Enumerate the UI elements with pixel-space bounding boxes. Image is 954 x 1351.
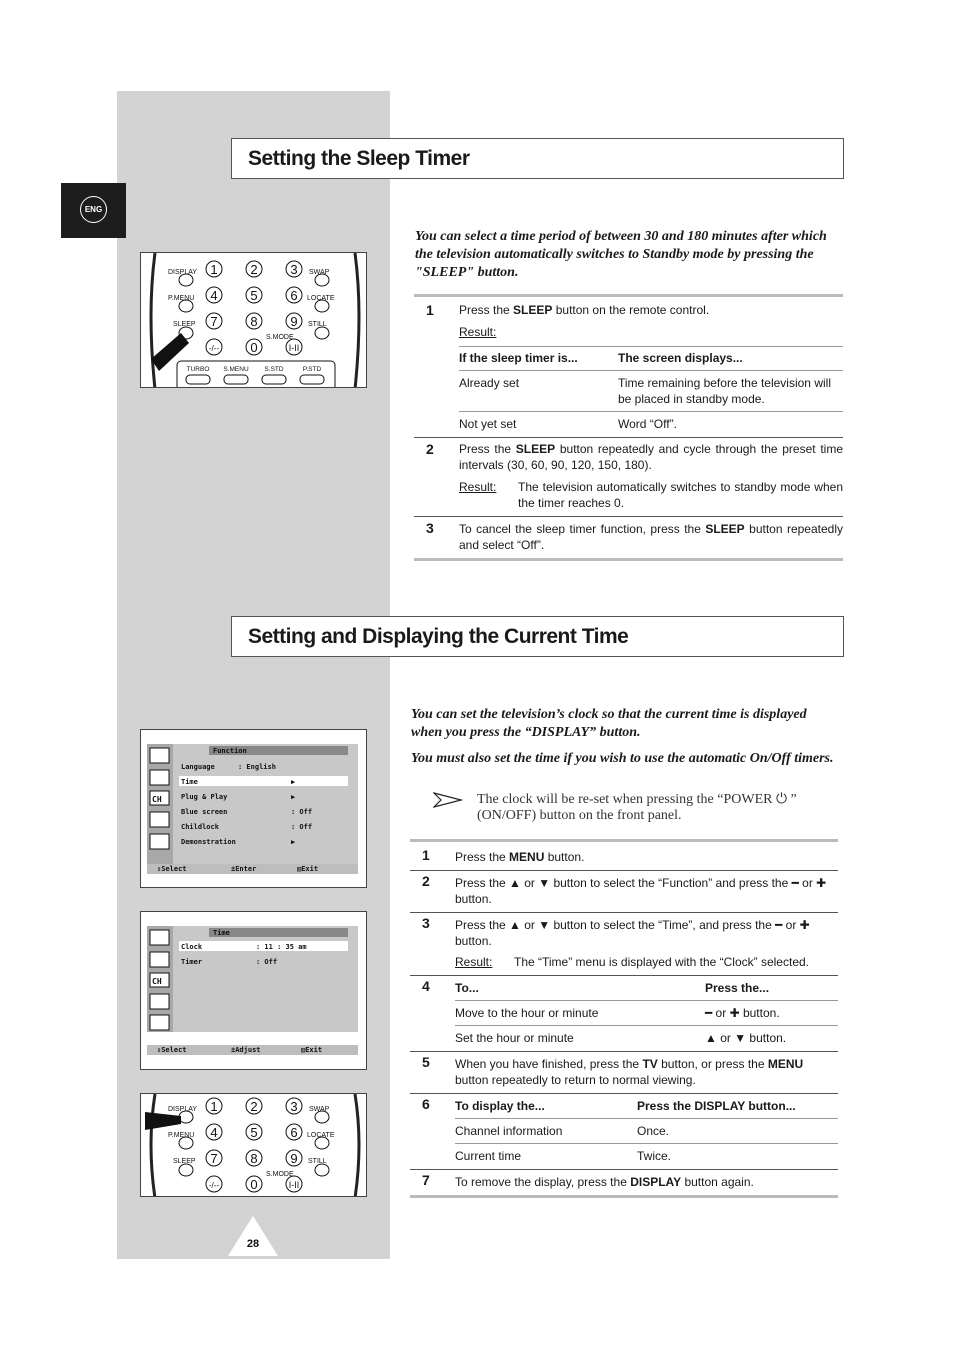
page-number-badge xyxy=(228,1216,278,1258)
remote-key-dash: -/-- xyxy=(208,1181,220,1190)
remote-label-swap: SWAP xyxy=(309,269,330,276)
table-header: Press the DISPLAY button... xyxy=(637,1099,796,1113)
osd-time-title: Time xyxy=(213,929,230,937)
osd-time-menu xyxy=(140,911,367,1070)
remote-key-9: 9 xyxy=(290,1151,298,1166)
osd-item-value: ▶ xyxy=(291,778,296,786)
sleep-step2-result: The television automatically switches to standby mode when the timer reaches 0. xyxy=(518,480,843,510)
table-cell: ▲ or ▼ button. xyxy=(705,1031,787,1045)
osd-item-label: Time xyxy=(181,778,198,786)
remote-key-3: 3 xyxy=(290,1099,298,1114)
table-header-condition: If the sleep timer is... xyxy=(459,351,578,365)
step-number: 6 xyxy=(422,1096,430,1112)
remote-key-3: 3 xyxy=(290,262,298,277)
remote-key-8: 8 xyxy=(250,1151,258,1166)
osd-item-value: ▶ xyxy=(291,838,296,846)
remote-label-still: STILL xyxy=(308,321,327,328)
remote-key-7: 7 xyxy=(210,1151,218,1166)
result-label: Result: xyxy=(459,325,497,339)
remote-display-svg xyxy=(141,1094,367,1197)
osd-footer-adjust: ±Adjust xyxy=(231,1046,261,1054)
remote-key-dash: -/-- xyxy=(208,344,220,353)
osd-item-label: Demonstration xyxy=(181,838,236,846)
result-label: Result: xyxy=(459,480,497,494)
step-number: 3 xyxy=(426,520,434,536)
step-number: 2 xyxy=(422,873,430,889)
step-number: 1 xyxy=(422,847,430,863)
remote-label-sleep: SLEEP xyxy=(173,321,196,328)
language-badge: ENG xyxy=(80,196,107,223)
remote-label-display: DISPLAY xyxy=(168,269,198,276)
page-number-shape xyxy=(228,1216,278,1258)
remote-label-turbo: TURBO xyxy=(186,366,210,373)
remote-label-sleep: SLEEP xyxy=(173,1158,196,1165)
osd-item-value: ▶ xyxy=(291,793,296,801)
remote-label-pmenu: P.MENU xyxy=(168,295,195,302)
remote-label-locate: LOCATE xyxy=(307,295,335,302)
note-text: The clock will be re-set when pressing the “POWER ⏻ ” (ON/OFF) button on the front panel. xyxy=(477,792,797,823)
step-number: 5 xyxy=(422,1054,430,1070)
table-cell: Already set xyxy=(459,376,520,390)
clock-steps xyxy=(410,839,838,1201)
osd-item-label: Timer xyxy=(181,958,203,966)
clock-step7-text: To remove the display, press the DISPLAY button again. xyxy=(455,1175,754,1189)
osd-function-title: Function xyxy=(213,747,247,755)
osd-item-label: Blue screen xyxy=(181,808,228,816)
clock-step3-text: Press the ▲ or ▼ button to select the “Time”, and press the ━ or ✚ button. xyxy=(455,918,810,948)
clock-step1-text: Press the MENU button. xyxy=(455,850,585,864)
remote-label-still: STILL xyxy=(308,1158,327,1165)
sleep-intro: You can select a time period of between 30 and 180 minutes after which the television automatically switches to Standby mode by pressing the "SLEEP" button. xyxy=(415,229,827,280)
osd-footer-select: ⇕Select xyxy=(157,865,187,873)
table-header: To display the... xyxy=(455,1099,545,1113)
remote-label-smenu: S.MENU xyxy=(223,366,249,373)
osd-item-value: : Off xyxy=(291,823,313,831)
osd-footer-exit: ▥Exit xyxy=(301,1046,323,1054)
svg-text:I-II: I-II xyxy=(288,343,300,353)
remote-key-5: 5 xyxy=(250,288,258,303)
osd-item-value: : 11 : 35 am xyxy=(256,943,307,951)
remote-label-display: DISPLAY xyxy=(168,1106,198,1113)
osd-time-svg xyxy=(141,912,367,1070)
result-label: Result: xyxy=(455,955,493,969)
table-cell: Set the hour or minute xyxy=(455,1031,574,1045)
step-number: 2 xyxy=(426,441,434,457)
sleep-step3-text: To cancel the sleep timer function, press the SLEEP button repeatedly and select “Off”. xyxy=(459,522,843,552)
osd-item-label: Clock xyxy=(181,943,203,951)
osd-item-label: Plug & Play xyxy=(181,793,228,801)
table-cell: Not yet set xyxy=(459,417,517,431)
clock-step5-text: When you have finished, press the TV button, or press the MENU button repeatedly to return to normal viewing. xyxy=(455,1057,804,1087)
remote-key-6: 6 xyxy=(290,1125,298,1140)
osd-item-value: : Off xyxy=(256,958,278,966)
clock-intro-1: You can set the television’s clock so that the current time is displayed when you press the “DISPLAY” button. xyxy=(411,707,807,740)
remote-key-2: 2 xyxy=(250,262,258,277)
table-header: Press the... xyxy=(705,981,770,995)
osd-item-value: : English xyxy=(238,763,276,771)
step-number: 4 xyxy=(422,978,430,994)
table-cell: Move to the hour or minute xyxy=(455,1006,599,1020)
osd-function-svg xyxy=(141,730,367,888)
remote-key-4: 4 xyxy=(210,288,218,303)
remote-key-6: 6 xyxy=(290,288,298,303)
step-number: 7 xyxy=(422,1172,430,1188)
osd-item-label: Language xyxy=(181,763,215,771)
remote-key-0: 0 xyxy=(250,1177,258,1192)
osd-footer-exit: ▥Exit xyxy=(297,865,319,873)
remote-sleep-svg xyxy=(141,253,367,388)
table-cell: Time remaining before the television will be placed in standby mode. xyxy=(618,376,831,406)
osd-function-menu xyxy=(140,729,367,888)
remote-key-0: 0 xyxy=(250,340,258,355)
language-tab xyxy=(61,183,126,238)
remote-key-4: 4 xyxy=(210,1125,218,1140)
remote-label-smode: S.MODE xyxy=(266,334,294,341)
remote-key-9: 9 xyxy=(290,314,298,329)
clock-intro-2: You must also set the time if you wish to use the automatic On/Off timers. xyxy=(411,751,834,766)
remote-label-pmenu: P.MENU xyxy=(168,1132,195,1139)
sleep-step2-text: Press the SLEEP button repeatedly and cycle through the preset time intervals (30, 60, 90, 120, 150, 180). xyxy=(459,442,843,472)
remote-label-sstd: S.STD xyxy=(264,366,284,373)
page-number: 28 xyxy=(246,1238,260,1250)
osd-item-value: : Off xyxy=(291,808,313,816)
remote-label-pstd: P.STD xyxy=(302,366,322,373)
remote-illustration-display xyxy=(140,1093,367,1197)
table-cell: ━ or ✚ button. xyxy=(705,1006,780,1020)
table-cell: Word “Off”. xyxy=(618,417,677,431)
remote-label-swap: SWAP xyxy=(309,1106,330,1113)
remote-key-1: 1 xyxy=(210,262,218,277)
step-number: 3 xyxy=(422,915,430,931)
remote-label-locate: LOCATE xyxy=(307,1132,335,1139)
remote-key-1: 1 xyxy=(210,1099,218,1114)
sleep-steps xyxy=(414,294,843,564)
table-cell: Once. xyxy=(637,1124,670,1138)
table-cell: Current time xyxy=(455,1149,522,1163)
svg-text:CH: CH xyxy=(152,977,162,986)
remote-key-2: 2 xyxy=(250,1099,258,1114)
step-number: 1 xyxy=(426,302,434,318)
osd-item-label: Childlock xyxy=(181,823,219,831)
svg-text:CH: CH xyxy=(152,795,162,804)
table-header: To... xyxy=(455,981,479,995)
clock-step3-result: The “Time” menu is displayed with the “Clock” selected. xyxy=(514,955,809,969)
osd-footer-enter: ±Enter xyxy=(231,865,257,873)
clock-step2-text: Press the ▲ or ▼ button to select the “Function” and press the ━ or ✚ button. xyxy=(455,876,827,906)
current-time-title: Setting and Displaying the Current Time xyxy=(231,616,844,657)
remote-label-smode: S.MODE xyxy=(266,1171,294,1178)
sleep-step1-text: Press the SLEEP button on the remote control. xyxy=(459,303,710,317)
table-cell: Twice. xyxy=(637,1149,672,1163)
table-header-display: The screen displays... xyxy=(618,351,743,365)
remote-illustration-sleep xyxy=(140,252,367,388)
svg-text:I-II: I-II xyxy=(288,1180,300,1190)
remote-key-7: 7 xyxy=(210,314,218,329)
sleep-timer-title: Setting the Sleep Timer xyxy=(231,138,844,179)
remote-key-8: 8 xyxy=(250,314,258,329)
note-arrow-icon xyxy=(433,792,463,808)
osd-footer-select: ⇕Select xyxy=(157,1046,187,1054)
remote-key-5: 5 xyxy=(250,1125,258,1140)
table-cell: Channel information xyxy=(455,1124,563,1138)
